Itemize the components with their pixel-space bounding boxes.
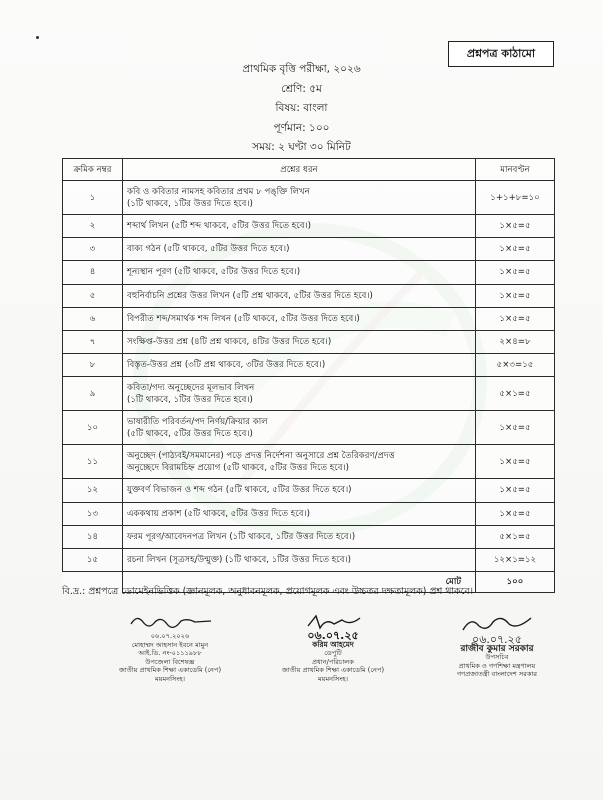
signatory-id: আই.ডি. নং-০১১১৯৮৮	[138, 649, 202, 657]
serial-cell: ৩	[63, 238, 123, 261]
table-row	[63, 238, 555, 261]
signatory-place: ময়মনসিংহ।	[154, 674, 186, 683]
table-row	[63, 502, 555, 525]
signature-date: ০৬.০৭.২৫	[472, 633, 522, 646]
marks-cell: ১×৫=৫	[476, 284, 555, 307]
serial-cell: ৭	[63, 330, 123, 353]
marks-cell: ৫×৩=১৫	[476, 354, 555, 377]
table-row	[63, 445, 555, 479]
question-subtext: (৫টি থাকবে, ৫টির উত্তর দিতে হবে।)	[127, 428, 253, 439]
question-text: ভাষারীতি পরিবর্তন/পদ নির্ণয়/ক্রিয়ার কাল	[127, 416, 268, 427]
header-serial: ক্রমিক নম্বর	[63, 159, 123, 181]
question-type-cell: ফরম পূরণ/আবেদনপত্র লিখন (১টি থাকবে, ১টির উত্তর দিতে হবে।)	[123, 525, 476, 548]
question-type-cell	[123, 181, 476, 215]
serial-cell: ১৩	[63, 502, 123, 525]
signatory-designation: উপজেলা বিশেষজ্ঞ	[145, 657, 195, 666]
serial-cell: ৬	[63, 307, 123, 330]
question-type-cell: বাক্য গঠন (৫টি থাকবে, ৫টির উত্তর দিতে হবে।)	[123, 238, 476, 261]
serial-cell: ১২	[63, 479, 123, 502]
serial-cell: ১০	[63, 411, 123, 445]
question-type-cell: বিস্তৃত-উত্তর প্রশ্ন (৩টি প্রশ্ন থাকবে, ৩টির উত্তর দিতে হবে।)	[123, 354, 476, 377]
signatory-name: রাজীব কুমার সরকার	[460, 643, 534, 654]
serial-cell: ২	[63, 215, 123, 238]
table-row	[63, 181, 555, 215]
serial-cell: ১৫	[63, 548, 123, 571]
question-type-cell	[123, 445, 476, 479]
serial-cell: ৫	[63, 284, 123, 307]
header-question-type: প্রশ্নের ধরন	[123, 159, 476, 181]
subject-line: বিষয়: বাংলা	[275, 102, 328, 114]
marks-cell: ১+১+৮=১০	[476, 181, 555, 215]
marks-cell: ১×৫=৫	[476, 307, 555, 330]
table-row	[63, 284, 555, 307]
marks-cell: ১×৫=৫	[476, 502, 555, 525]
question-type-cell: বহুনির্বাচনি প্রশ্নের উত্তর লিখন (৫টি প্রশ্ন থাকবে, ৫টির উত্তর দিতে হবে।)	[123, 284, 476, 307]
question-structure-table	[62, 158, 554, 593]
serial-cell: ১১	[63, 445, 123, 479]
class-line: শ্রেণি: ৫ম	[281, 82, 322, 95]
document-label-box: প্রশ্নপত্র কাঠামো	[448, 41, 554, 67]
marks-cell: ১×৫=৫	[476, 215, 555, 238]
question-type-cell: বিপরীত শব্দ/সমার্থক শব্দ লিখন (৫টি থাকবে, ৫টির উত্তর দিতে হবে।)	[123, 307, 476, 330]
marks-cell: ২×৪=৮	[476, 330, 555, 353]
question-subtext: (১টি থাকবে, ১টির উত্তর দিতে হবে।)	[127, 394, 253, 405]
marks-cell: ১×৫=৫	[476, 411, 555, 445]
total-label: মোট	[123, 572, 476, 593]
question-text: কবিতা/গদ্য অনুচ্ছেদের মূলভাব লিখন	[127, 382, 255, 393]
table-row	[63, 354, 555, 377]
table-row	[63, 525, 555, 548]
signatory-place: ময়মনসিংহ।	[317, 674, 349, 683]
question-type-cell: এককথায় প্রকাশ (৫টি থাকবে, ৫টির উত্তর দিতে হবে।)	[123, 502, 476, 525]
full-marks-line: পূর্ণমান: ১০০	[273, 121, 330, 134]
footnote: বি.দ্র.: প্রশ্নপত্রে ডোমেইনভিত্তিক (জ্ঞানমূলক, অনুধাবনমূলক, প্রয়োগমূলক এবং উচ্চতর দক্ষতামূলক) প্রশ্ন থাকবে।	[62, 586, 473, 597]
table-row	[63, 261, 555, 284]
signatory-designation: ডেপুটি	[324, 649, 342, 657]
signatory-designation: উপসচিব	[485, 653, 509, 661]
serial-cell: ৪	[63, 261, 123, 284]
signatory-role: প্রধান/পরিচালক	[312, 657, 354, 666]
marks-cell: ৫×১=৫	[476, 525, 555, 548]
serial-cell: ১৪	[63, 525, 123, 548]
exam-title: প্রাথমিক বৃত্তি পরীক্ষা, ২০২৬	[242, 63, 361, 75]
marks-cell: ১×৫=৫	[476, 261, 555, 284]
table-row	[63, 479, 555, 502]
question-type-cell	[123, 411, 476, 445]
signatory-org: প্রাথমিক ও গণশিক্ষা মন্ত্রণালয়	[458, 661, 536, 670]
marks-cell: ১×৫=৫	[476, 445, 555, 479]
table-row	[63, 307, 555, 330]
signature-block-left	[100, 612, 240, 683]
marks-cell: ১×৫=৫	[476, 479, 555, 502]
signatory-name: করিম আহমেদ	[312, 639, 354, 649]
signature-date: ০৬.০৭.২৫	[307, 629, 359, 642]
question-type-cell: সংক্ষিপ্ত-উত্তর প্রশ্ন (৪টি প্রশ্ন থাকবে, ৪টির উত্তর দিতে হবে।)	[123, 330, 476, 353]
table-row	[63, 411, 555, 445]
question-type-cell	[123, 377, 476, 411]
serial-cell: ৯	[63, 377, 123, 411]
signatory-org: জাতীয় প্রাথমিক শিক্ষা একাডেমি (নেপ)	[281, 666, 385, 674]
serial-cell: ১	[63, 181, 123, 215]
header-marks: মানবণ্টন	[476, 159, 555, 181]
question-subtext: (১টি থাকবে, ১টির উত্তর দিতে হবে।)	[127, 198, 253, 209]
handwritten-signature-left	[125, 612, 215, 632]
signatory-org: জাতীয় প্রাথমিক শিক্ষা একাডেমি (নেপ)	[118, 666, 222, 674]
signature-date: ০৬.০৭.২০২৬	[150, 632, 190, 640]
question-type-cell: শব্দার্থ লিখন (৫টি শব্দ থাকবে, ৫টির উত্তর দিতে হবে।)	[123, 215, 476, 238]
marks-cell: ১২×১=১২	[476, 548, 555, 571]
signature-block-right	[432, 612, 562, 679]
question-type-cell: রচনা লিখন (সূত্রসহ/উন্মুক্ত) (১টি থাকবে, ১টির উত্তর দিতে হবে।)	[123, 548, 476, 571]
ink-dot	[36, 36, 39, 39]
marks-cell: ১×৫=৫	[476, 238, 555, 261]
signatory-name: মোহাম্মদ আহসান ইবনে মামুন	[131, 640, 209, 649]
total-value: ১০০	[476, 572, 555, 593]
question-subtext: অনুচ্ছেদে বিরামচিহ্ন প্রয়োগ (৫টি থাকবে, ৫টির উত্তর দিতে হবে।)	[127, 462, 349, 473]
table-row	[63, 377, 555, 411]
table-row	[63, 215, 555, 238]
question-type-cell: যুক্তবর্ণ বিভাজন ও শব্দ গঠন (৫টি থাকবে, ৫টির উত্তর দিতে হবে।)	[123, 479, 476, 502]
serial-cell: ৮	[63, 354, 123, 377]
signature-block-middle	[268, 612, 398, 683]
marks-cell: ৫×১=৫	[476, 377, 555, 411]
table-row	[63, 330, 555, 353]
exam-header	[0, 60, 603, 158]
table-row	[63, 548, 555, 571]
question-text: কবি ও কবিতার নামসহ কবিতার প্রথম ৮ পঙ্‌ক্তি লিখন	[127, 186, 310, 197]
question-text: অনুচ্ছেদ (পাঠ্যবই/সমমানের) পড়ে প্রদত্ত নির্দেশনা অনুসারে প্রশ্ন তৈরিকরণ/প্রদত্ত	[127, 450, 395, 461]
question-type-cell: শূন্যস্থান পূরণ (৫টি থাকবে, ৫টির উত্তর দিতে হবে।)	[123, 261, 476, 284]
time-line: সময়: ২ ঘণ্টা ৩০ মিনিট	[252, 141, 351, 153]
signatory-org-2: গণপ্রজাতন্ত্রী বাংলাদেশ সরকার	[456, 670, 538, 678]
